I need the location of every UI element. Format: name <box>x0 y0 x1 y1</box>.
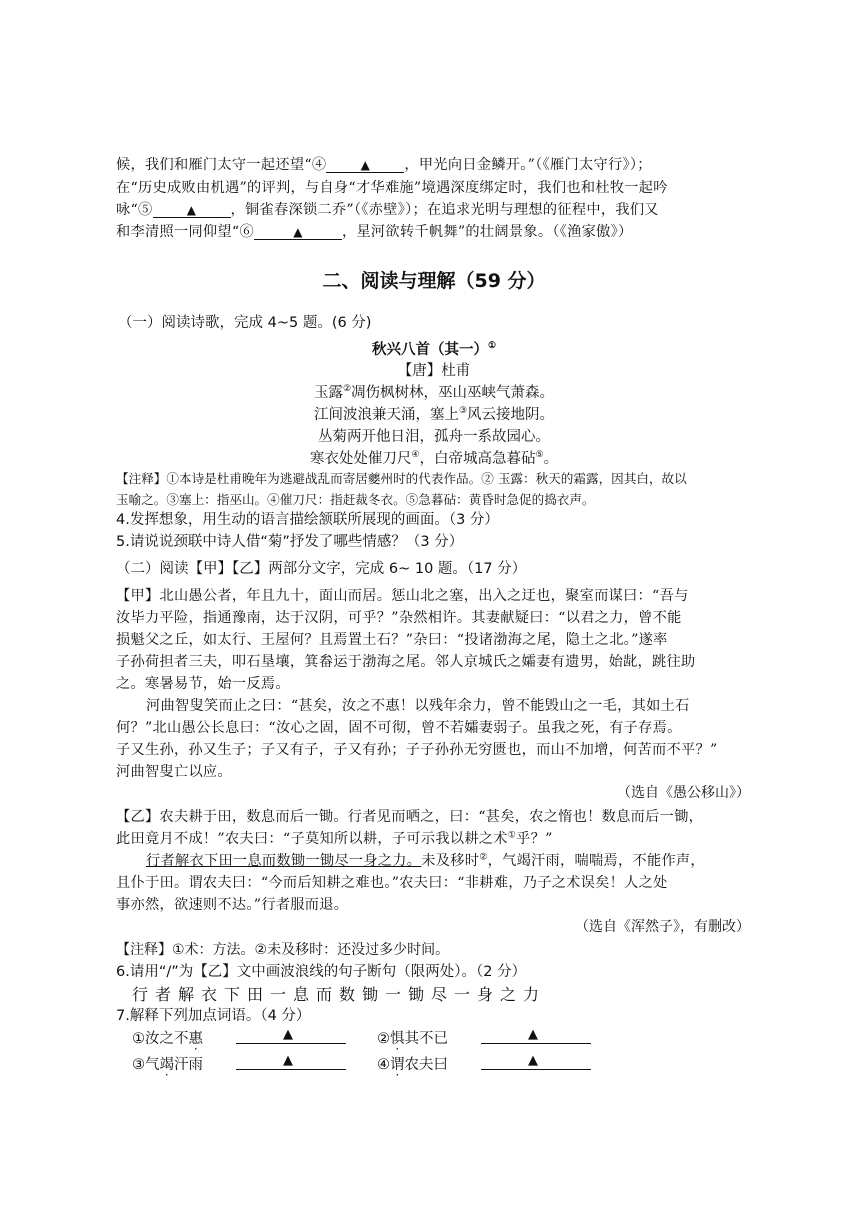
recitation-text: 候，我们和雁门太守一起还望“④ <box>116 157 327 173</box>
poem-note-line-2: 玉喻之。③塞上：指巫山。④催刀尺：指赶裁冬衣。⑤急暮砧：黄昏时急促的捣衣声。 <box>116 492 595 507</box>
q7-text: ①汝之不 <box>132 1031 189 1047</box>
q7-text: ③气 <box>132 1057 160 1073</box>
dotted-word: 惧 <box>390 1031 405 1047</box>
recitation-line-3 <box>116 199 659 219</box>
yi-source: （选自《浑然子》，有删改） <box>575 919 750 935</box>
recitation-text: 和李清照一同仰望“⑥ <box>116 224 254 240</box>
poem-line-1 <box>0 381 868 402</box>
blank-marker: ▲ <box>293 225 303 239</box>
blank-marker: ▲ <box>186 203 197 217</box>
poem-title <box>0 338 868 359</box>
yi-text: ，气竭汗雨，喘喘焉，不能作声， <box>487 853 705 869</box>
yi-note: 【注释】①术：方法。②未及移时：还没过多少时间。 <box>116 942 450 958</box>
poem-text: 。 <box>543 451 559 467</box>
recitation-text: ，铜雀春深锁二乔”（《赤壁》）；在追求光明与理想的征程中，我们又 <box>230 202 659 218</box>
question-6: 6.请用“/”为【乙】文中画波浪线的句子断句（限两处）。（2 分） <box>116 964 527 980</box>
question-5: 5.请说说颈联中诗人借“菊”抒发了哪些情感？（3 分） <box>116 534 464 550</box>
jia-line-1: 【甲】北山愚公者，年且九十，面山而居。惩山北之塞，出入之迂也，聚室而谋曰：“吾与 <box>116 588 689 604</box>
dotted-word: 竭 <box>159 1057 174 1073</box>
footnote-mark: ④ <box>411 450 420 461</box>
poem-text: 寒衣处处催刀尺 <box>309 451 412 467</box>
q7-text: 汗雨 <box>174 1057 203 1073</box>
q7-text: ② <box>377 1031 390 1047</box>
jia-line-2: 汝毕力平险，指通豫南，达于汉阴，可乎？”杂然相许。其妻献疑曰：“以君之力，曾不能 <box>116 610 682 626</box>
footnote-mark: ⑤ <box>535 450 544 461</box>
recitation-text: ，星河欲转千帆舞”的壮阔景象。（《渔家傲》） <box>341 224 633 240</box>
section-title: 二、阅读与理解（59 分） <box>322 270 546 292</box>
answer-marker: ▲ <box>528 1027 538 1042</box>
yi-text: 此田竟月不成！”农夫曰：“子莫知所以耕，子可示我以耕之术 <box>116 831 508 847</box>
footnote-mark: ② <box>342 384 352 395</box>
yi-line-1: 【乙】农夫耕于田，数息而后一锄。行者见而哂之，曰：“甚矣，农之惰也！数息而后一锄， <box>116 809 704 825</box>
jia-line-4: 子孙荷担者三夫，叩石垦壤，箕畚运于渤海之尾。邻人京城氏之孀妻有遗男，始龀，跳往助 <box>116 654 696 670</box>
poem-line-4 <box>0 447 868 468</box>
jia-source: （选自《愚公移山》） <box>617 785 750 801</box>
dotted-word: 惠 <box>188 1031 203 1047</box>
recitation-text: 咏“⑤ <box>116 202 153 218</box>
blank-marker: ▲ <box>360 158 371 172</box>
question-4: 4.发挥想象，用生动的语言描绘颔联所展现的画面。（3 分） <box>116 512 499 528</box>
jia-line-3: 损魁父之丘，如太行、王屋何？且焉置土石？”杂曰：“投诸渤海之尾，隐土之北。”遂率 <box>116 632 668 648</box>
part2-heading: （二）阅读【甲】【乙】两部分文字，完成 6~ 10 题。（17 分） <box>116 561 527 577</box>
answer-marker: ▲ <box>283 1027 293 1042</box>
question-7: 7.解释下列加点词语。（4 分） <box>116 1008 311 1024</box>
question-6-sentence[interactable]: 行者解衣下田一息而数锄一锄尽一身之力 <box>132 985 547 1004</box>
poem-line-3 <box>0 425 868 446</box>
poem-text: 江间波浪兼天涌，塞上 <box>313 407 459 423</box>
yi-line-2 <box>116 828 553 848</box>
poem-author: 【唐】杜甫 <box>397 363 471 379</box>
recitation-text: ，甲光向日金鳞开。”（《雁门太守行》）； <box>404 157 652 173</box>
recitation-text: 在“历史成败由机遇”的评判，与自身“才华难施”境遇深度绑定时，我们也和杜牧一起吟 <box>116 180 668 196</box>
jia-line-7: 何？”北山愚公长息曰：“汝心之固，固不可彻，曾不若孀妻弱子。虽我之死，有子存焉。 <box>116 720 682 736</box>
poem-text: 玉露 <box>313 385 343 401</box>
yi-line-4: 且仆于田。谓农夫曰：“今而后知耕之难也。”农夫曰：“非耕难，乃子之术误矣！人之处 <box>116 875 668 891</box>
yi-text: 乎？” <box>516 831 553 847</box>
jia-line-6: 河曲智叟笑而止之曰：“甚矣，汝之不惠！以残年余力，曾不能毁山之一毛，其如土石 <box>146 698 690 714</box>
q7-item-2 <box>377 1027 448 1048</box>
answer-marker: ▲ <box>283 1053 293 1068</box>
poem-title-text: 秋兴八首（其一） <box>371 341 488 358</box>
poem-text: ，白帝城高急暮砧 <box>419 451 536 467</box>
q7-answer-line-4[interactable] <box>481 1069 591 1070</box>
part1-heading: （一）阅读诗歌，完成 4~5 题。(6 分) <box>118 315 372 331</box>
poem-note-line-1: 【注释】①本诗是杜甫晚年为逃避战乱而寄居夔州时的代表作品。② 玉露：秋天的霜露，因其白，故以 <box>116 471 687 486</box>
yi-line-3 <box>146 850 705 870</box>
poem-line-2 <box>0 403 868 424</box>
footnote-mark: ③ <box>458 406 468 417</box>
q7-item-3 <box>132 1053 203 1074</box>
jia-line-8: 子又生孙，孙又生子；子又有子，子又有孙；子子孙孙无穷匮也，而山不加增，何苦而不平？” <box>116 742 718 758</box>
dotted-word: 谓 <box>390 1057 405 1073</box>
poem-text: 凋伤枫树林，巫山巫峡气萧森。 <box>351 385 555 401</box>
wavy-underlined-sentence: 行者解衣下田一息而数锄一锄尽一身之力。 <box>146 853 422 869</box>
q7-answer-line-1[interactable] <box>236 1043 346 1044</box>
jia-line-5: 之。寒暑易节，始一反焉。 <box>116 676 290 692</box>
poem-text: 风云接地阴。 <box>467 407 555 423</box>
q7-text: ④ <box>377 1057 390 1073</box>
answer-marker: ▲ <box>528 1053 538 1068</box>
recitation-line-1 <box>116 154 652 174</box>
q7-text: 农夫曰 <box>404 1057 448 1073</box>
footnote-mark: ② <box>479 852 488 863</box>
jia-line-9: 河曲智叟亡以应。 <box>116 764 232 780</box>
q7-item-4 <box>377 1053 448 1074</box>
answer-blank-6[interactable] <box>254 225 342 240</box>
answer-blank-5[interactable] <box>153 203 231 218</box>
q7-answer-line-3[interactable] <box>236 1069 346 1070</box>
yi-text: 未及移时 <box>421 853 480 869</box>
poem-text: 丛菊两开他日泪，孤舟一系故园心。 <box>318 429 550 445</box>
recitation-line-4 <box>116 221 632 241</box>
answer-blank-4[interactable] <box>326 158 404 173</box>
footnote-mark: ① <box>507 830 517 841</box>
footnote-mark: ① <box>487 341 497 352</box>
q7-item-1 <box>132 1027 203 1048</box>
yi-line-5: 事亦然，欲速则不达。”行者服而退。 <box>116 897 349 913</box>
q7-answer-line-2[interactable] <box>481 1043 591 1044</box>
q7-text: 其不已 <box>404 1031 448 1047</box>
recitation-line-2 <box>116 177 668 197</box>
